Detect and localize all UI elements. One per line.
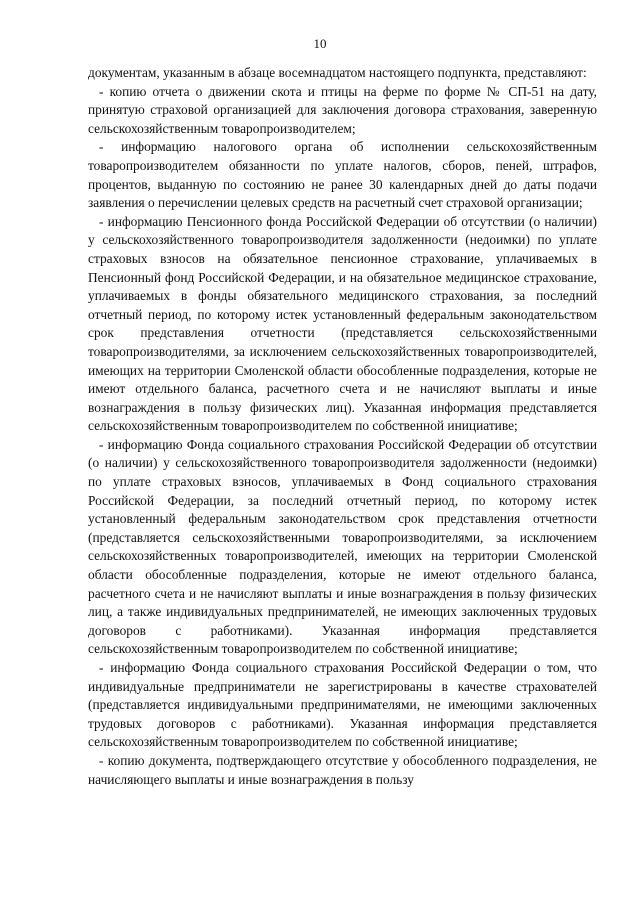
list-item-social-insurance-registration: - информацию Фонда социального страхования Российской Федерации о том, что индивидуальные предприниматели не зарегистрированы в качестве страхователей (представляется индивидуальными предпринимателями, не имеющими заключенных трудовых договоров с работниками). Указанная информация представляется сельскохозяйственным товаропроизводителем по собственной инициативе; [88,660,597,750]
paragraph-continuation: документам, указанным в абзаце восемнадцатом настоящего подпункта, представляют: [88,65,587,80]
list-item-pension-fund-info: - информацию Пенсионного фонда Российской Федерации об отсутствии (о наличии) у сельскохозяйственного товаропроизводителя задолженности (недоимки) по уплате страховых взносов на обязательное пенсионное страхование, уплачиваемых в Пенсионный фонд Российской Федерации, и на обязательное медицинское страхование, уплачиваемых в фонды обязательного медицинского страхования, за последний отчетный период, по которому истек установленный федеральным законодательством срок представления отчетности (представляется сельскохозяйственными товаропроизводителями, за исключением сельскохозяйственных товаропроизводителей, имеющих на территории Смоленской области обособленные подразделения, которые не имеют отдельного баланса, расчетного счета и не начисляют выплаты и иные вознаграждения в пользу физических лиц). Указанная информация представляется сельскохозяйственным товаропроизводителем по собственной инициативе; [88,213,597,434]
list-item-social-insurance-info: - информацию Фонда социального страхования Российской Федерации об отсутствии (о наличии) у сельскохозяйственного товаропроизводителя задолженности (недоимки) по уплате страховых взносов, уплачиваемых в Фонд социального страхования Российской Федерации, за последний отчетный период, по которому истек установленный федеральным законодательством срок представления отчетности (представляется сельскохозяйственными товаропроизводителями, за исключением сельскохозяйственных товаропроизводителей, имеющих на территории Смоленской области обособленные подразделения, которые не имеют отдельного баланса, расчетного счета и не начисляют выплаты и иные вознаграждения в пользу физических лиц, а также индивидуальных предпринимателей, не имеющих заключенных трудовых договоров с работниками). Указанная информация представляется сельскохозяйственным товаропроизводителем по собственной инициативе; [88,436,597,657]
list-item-livestock-report: - копию отчета о движении скота и птицы на ферме по форме № СП-51 на дату, принятую страховой организацией для заключения договора страхования, заверенную сельскохозяйственным товаропроизводителем; [88,83,597,136]
document-body [88,64,597,789]
list-item-division-document: - копию документа, подтверждающего отсутствие у обособленного подразделения, не начисляющего выплаты и иные вознаграждения в пользу [88,752,597,787]
page-number: 10 [313,36,327,51]
list-item-tax-authority-info: - информацию налогового органа об исполнении сельскохозяйственным товаропроизводителем обязанности по уплате налогов, сборов, пеней, штрафов, процентов, выданную по состоянию не ранее 30 календарных дней до даты подачи заявления о перечислении целевых средств на расчетный счет страховой организации; [88,139,597,211]
